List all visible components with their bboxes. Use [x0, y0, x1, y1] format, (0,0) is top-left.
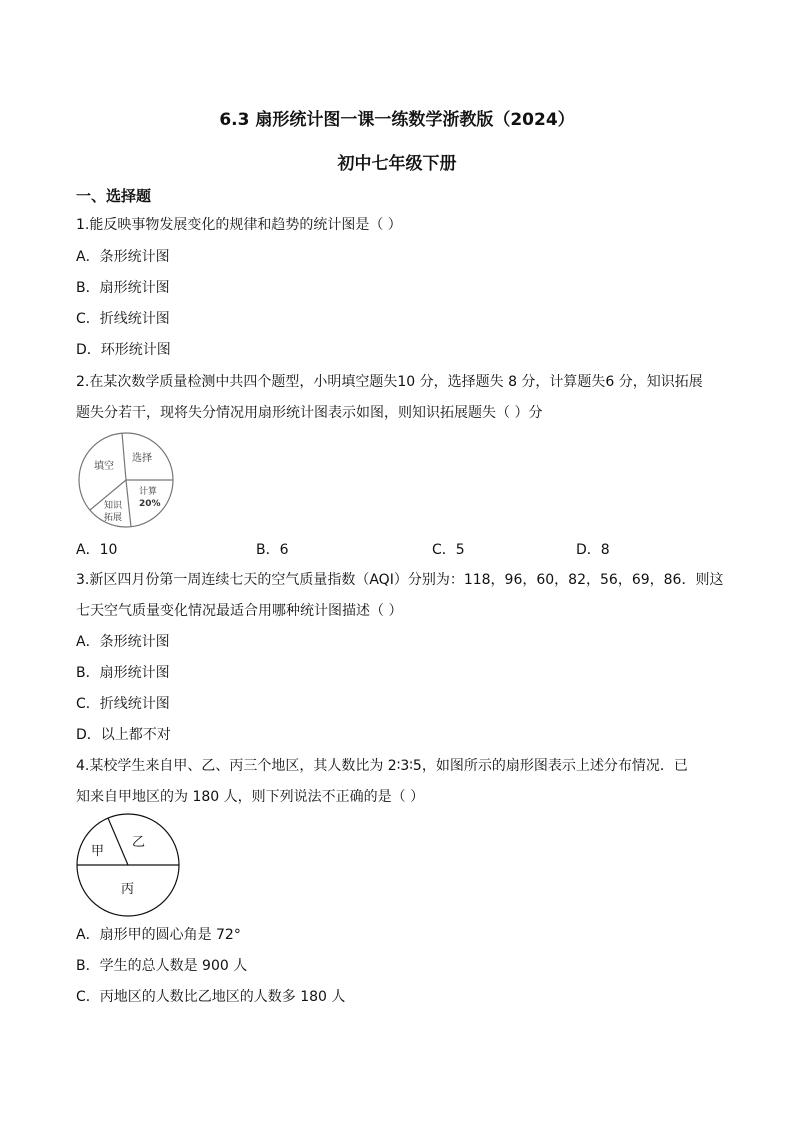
q2-label-calc: 计算	[139, 487, 158, 497]
q2-option-c: C．5	[432, 542, 465, 558]
q4-label-bing: 丙	[121, 882, 135, 897]
q2-label-ext-2: 拓展	[104, 513, 123, 523]
q1-stem: 1.能反映事物发展变化的规律和趋势的统计图是（ ）	[76, 217, 402, 233]
q2-stem-line2: 题失分若干，现将失分情况用扇形统计图表示如图，则知识拓展题失（ ）分	[76, 405, 543, 421]
q4-pie-divider-top	[108, 818, 128, 865]
q4-label-yi: 乙	[132, 835, 146, 850]
q4-pie-chart	[75, 812, 181, 918]
q1-option-b: B．扇形统计图	[76, 280, 170, 296]
q4-label-jia: 甲	[91, 844, 105, 859]
q2-pie-divider-top	[122, 433, 126, 480]
q1-option-d: D．环形统计图	[76, 342, 171, 358]
q4-stem-line1: 4.某校学生来自甲、乙、丙三个地区，其人数比为 2∶3∶5，如图所示的扇形图表示上述分布情况．已	[76, 758, 688, 774]
q2-label-ext-1: 知识	[104, 501, 123, 511]
q2-stem-line1: 2.在某次数学质量检测中共四个题型，小明填空题失10 分，选择题失 8 分，计算题失6 分，知识拓展	[76, 374, 703, 390]
q4-option-a: A．扇形甲的圆心角是 72°	[76, 927, 241, 943]
document-title: 6.3 扇形统计图一课一练数学浙教版（2024）	[219, 110, 575, 130]
q1-option-a: A．条形统计图	[76, 249, 170, 265]
q3-stem-line1: 3.新区四月份第一周连续七天的空气质量指数（AQI）分别为：118，96，60，82，56，69，86．则这	[76, 572, 724, 588]
q2-label-fill: 填空	[94, 461, 114, 472]
q2-option-a: A．10	[76, 542, 118, 558]
q3-option-c: C．折线统计图	[76, 696, 170, 712]
q2-option-d: D．8	[576, 542, 610, 558]
document-subtitle: 初中七年级下册	[337, 154, 457, 174]
q4-stem-line2: 知来自甲地区的为 180 人，则下列说法不正确的是（ ）	[76, 789, 425, 805]
q2-pie-chart	[76, 430, 176, 530]
q2-label-choice: 选择	[132, 453, 152, 464]
q4-option-c: C．丙地区的人数比乙地区的人数多 180 人	[76, 989, 346, 1005]
q1-option-c: C．折线统计图	[76, 311, 170, 327]
q3-option-a: A．条形统计图	[76, 634, 170, 650]
q3-option-b: B．扇形统计图	[76, 665, 170, 681]
q2-option-b: B．6	[256, 542, 289, 558]
q3-stem-line2: 七天空气质量变化情况最适合用哪种统计图描述（ ）	[76, 603, 403, 619]
q2-label-calc-pct: 20%	[139, 499, 161, 509]
q4-option-b: B．学生的总人数是 900 人	[76, 958, 248, 974]
section-heading: 一、选择题	[76, 187, 152, 205]
q2-pie-divider-bottom	[126, 480, 131, 527]
q3-option-d: D．以上都不对	[76, 727, 171, 743]
